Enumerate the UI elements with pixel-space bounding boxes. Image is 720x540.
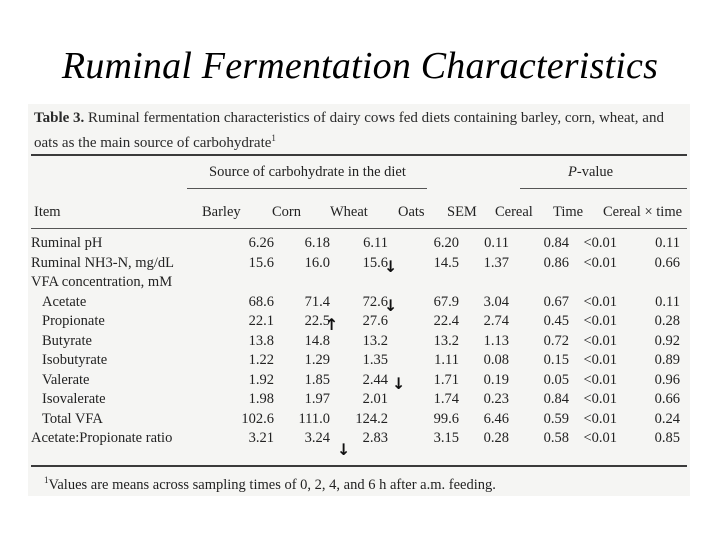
column-header-cereal-time: Cereal × time [603, 204, 683, 220]
oats-valerate-down-arrow-icon: ↓ [392, 374, 406, 393]
table-cell-corn: 14.8 [304, 332, 330, 349]
table-cell-sem: 1.37 [483, 254, 509, 271]
footnote-mark: 1 [44, 475, 49, 485]
table-cell-ct: 0.66 [654, 391, 680, 407]
wheat-ratio-down-arrow-icon: ↓ [337, 440, 351, 459]
table-cell-barley: 1.98 [248, 391, 274, 407]
table-cell-sem: 0.11 [484, 235, 509, 251]
row-label: Ruminal NH3-N, mg/dL [31, 254, 174, 271]
table-cell-oats: 1.74 [433, 391, 459, 407]
table-cell-ct: 0.24 [654, 410, 680, 427]
table-cell-cereal: 0.45 [543, 313, 569, 329]
column-header-oats: Oats [398, 204, 425, 220]
table-cell-oats: 6.20 [433, 235, 459, 251]
table-caption-text: Ruminal fermentation characteristics of dairy cows fed diets containing barley, corn, wheat, and oats as the main source of carbohydrate [34, 110, 664, 151]
table-cell-sem: 6.46 [483, 410, 509, 427]
bottom-rule [31, 465, 687, 467]
table-cell-sem: 3.04 [483, 293, 509, 310]
oats-acetate-down-arrow-icon: ↓ [384, 296, 398, 315]
table-cell-time: <0.01 [583, 293, 617, 310]
table-cell-wheat: 13.2 [362, 332, 388, 349]
table-cell-sem: 0.19 [483, 371, 509, 388]
row-label: Isobutyrate [42, 352, 108, 368]
table-cell-corn: 1.29 [304, 352, 330, 368]
row-label: Isovalerate [42, 391, 106, 407]
column-header-cereal: Cereal [495, 204, 533, 220]
table-cell-ct: 0.11 [655, 235, 680, 251]
source-group-header: Source of carbohydrate in the diet [209, 164, 406, 180]
row-label: Valerate [42, 371, 90, 388]
table-cell-oats: 1.11 [434, 352, 459, 368]
table-cell-cereal: 0.84 [543, 391, 569, 407]
table-caption-label: Table 3. [34, 110, 85, 126]
table-cell-wheat: 2.83 [362, 430, 388, 446]
table-cell-barley: 22.1 [248, 313, 274, 329]
table-cell-sem: 0.28 [483, 430, 509, 446]
table-cell-time: <0.01 [583, 332, 617, 349]
table-cell-cereal: 0.84 [543, 235, 569, 251]
table-cell-oats: 22.4 [433, 313, 459, 329]
pvalue-suffix: -value [576, 164, 614, 180]
pvalue-p-letter: P [568, 164, 577, 180]
table-cell-barley: 15.6 [248, 254, 274, 271]
row-label: Ruminal pH [31, 235, 103, 251]
table-cell-cereal: 0.05 [543, 371, 569, 388]
row-label: VFA concentration, mM [31, 274, 173, 290]
column-header-barley: Barley [202, 204, 241, 220]
table-cell-corn: 3.24 [304, 430, 330, 446]
table-cell-sem: 2.74 [483, 313, 509, 329]
table-cell-barley: 68.6 [248, 293, 274, 310]
table-cell-corn: 1.97 [304, 391, 330, 407]
table-cell-sem: 0.08 [483, 352, 509, 368]
table-cell-barley: 102.6 [241, 410, 274, 427]
top-rule [31, 154, 687, 156]
table-cell-time: <0.01 [583, 352, 617, 368]
table-cell-oats: 99.6 [433, 410, 459, 427]
row-label: Total VFA [42, 410, 103, 427]
table-cell-time: <0.01 [583, 371, 617, 388]
table-cell-oats: 14.5 [433, 254, 459, 271]
table-cell-cereal: 0.86 [543, 254, 569, 271]
table-cell-oats: 13.2 [433, 332, 459, 349]
table-footnote [44, 475, 496, 494]
row-label: Acetate:Propionate ratio [31, 430, 173, 446]
table-cell-corn: 111.0 [298, 410, 330, 427]
footnote-text: Values are means across sampling times of 0, 2, 4, and 6 h after a.m. feeding. [48, 476, 496, 493]
table-cell-barley: 1.22 [248, 352, 274, 368]
table-cell-corn: 71.4 [304, 293, 330, 310]
table-cell-time: <0.01 [583, 313, 617, 329]
table-cell-cereal: 0.59 [543, 410, 569, 427]
table-cell-time: <0.01 [583, 254, 617, 271]
column-header-item: Item [34, 204, 61, 220]
table-cell-sem: 0.23 [483, 391, 509, 407]
row-label: Butyrate [42, 332, 92, 349]
column-header-wheat: Wheat [330, 204, 368, 220]
table-cell-wheat: 2.01 [362, 391, 388, 407]
table-cell-corn: 6.18 [304, 235, 330, 251]
table-cell-ct: 0.11 [655, 293, 680, 310]
table-cell-wheat: 6.11 [363, 235, 388, 251]
table-cell-barley: 6.26 [248, 235, 274, 251]
table-cell-barley: 3.21 [248, 430, 274, 446]
table-cell-wheat: 72.6 [362, 293, 388, 310]
table-cell-wheat: 2.44 [362, 371, 388, 388]
table-cell-barley: 1.92 [248, 371, 274, 388]
table-cell-time: <0.01 [583, 235, 617, 251]
table-cell-oats: 3.15 [433, 430, 459, 446]
table-cell-ct: 0.89 [654, 352, 680, 368]
table-cell-time: <0.01 [583, 430, 617, 446]
table-cell-time: <0.01 [583, 391, 617, 407]
column-header-time: Time [553, 204, 584, 220]
row-label: Acetate [42, 293, 87, 310]
wheat-propionate-up-arrow-icon: ↑ [325, 315, 339, 334]
table-cell-cereal: 0.58 [543, 430, 569, 446]
column-header-sem: SEM [447, 204, 477, 220]
pvalue-group-header [568, 164, 613, 181]
source-group-underline [187, 188, 427, 189]
table-cell-ct: 0.85 [654, 430, 680, 446]
table-cell-oats: 67.9 [433, 293, 459, 310]
header-rule [31, 228, 687, 229]
oats-nh3-down-arrow-icon: ↓ [384, 257, 398, 276]
table-cell-oats: 1.71 [433, 371, 459, 388]
table-cell-wheat: 124.2 [355, 410, 388, 427]
table-caption-footnote-mark: 1 [271, 133, 276, 143]
table-cell-corn: 22.5 [304, 313, 330, 329]
scanned-table [28, 104, 690, 496]
table-cell-cereal: 0.72 [543, 332, 569, 349]
table-cell-wheat: 27.6 [362, 313, 388, 329]
table-cell-ct: 0.28 [654, 313, 680, 329]
column-header-corn: Corn [272, 204, 301, 220]
table-cell-cereal: 0.15 [543, 352, 569, 368]
table-caption [34, 108, 689, 153]
table-cell-cereal: 0.67 [543, 293, 569, 310]
table-cell-time: <0.01 [583, 410, 617, 427]
row-label: Propionate [42, 313, 105, 329]
table-cell-sem: 1.13 [483, 332, 509, 349]
table-cell-ct: 0.66 [654, 254, 680, 271]
table-cell-barley: 13.8 [248, 332, 274, 349]
table-cell-corn: 1.85 [304, 371, 330, 388]
table-cell-wheat: 15.6 [362, 254, 388, 271]
table-cell-wheat: 1.35 [362, 352, 388, 368]
table-cell-ct: 0.96 [654, 371, 680, 388]
pvalue-group-underline [520, 188, 687, 189]
table-cell-corn: 16.0 [304, 254, 330, 271]
slide-title: Ruminal Fermentation Characteristics [61, 45, 659, 87]
table-cell-ct: 0.92 [654, 332, 680, 349]
